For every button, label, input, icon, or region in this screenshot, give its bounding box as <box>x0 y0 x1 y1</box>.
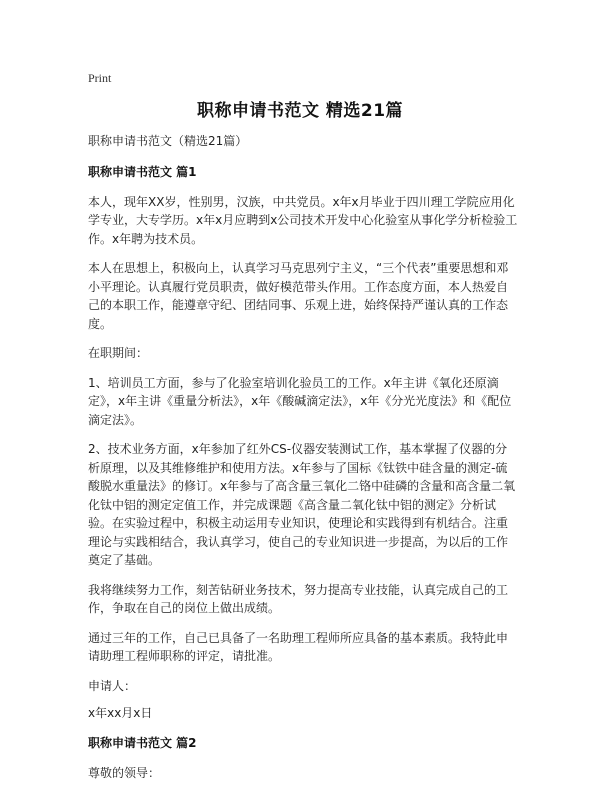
paragraph-technical: 2、技术业务方面，x年参加了红外CS-仪器安装测试工作，基本掌握了仪器的分析原理，以及其维修维护和使用方法。x年参与了国标《钛铁中硅含量的测定-硫酸脱水重量法》的修订。x年参与了高含量三氧化二铬中硅磷的含量和高含量二氧化钛中铝的测定定值工作，并完成课题《高含量二氧化钛中铝的测定》分析试验。在实验过程中，积极主动运用专业知识，使理论和实践得到有机结合。注重理论与实践相结合，我认真学习，使自己的专业知识进一步提高，为以后的工作奠定了基础。 <box>88 442 516 567</box>
section-heading-1: 职称申请书范文 篇1 <box>88 164 197 179</box>
applicant-label: 申请人： <box>88 678 137 693</box>
print-link[interactable]: Print <box>88 71 112 85</box>
paragraph-ideology: 本人在思想上，积极向上，认真学习马克思列宁主义，“三个代表”重要思想和邓小平理论。认真履行党员职责，做好模范带头作用。工作态度方面，本人热爱自己的本职工作，能遵章守纪、团结同事、乐观上进，始终保持严谨认真的工作态度。 <box>88 261 509 331</box>
paragraph-intro: 本人，现年XX岁，性别男，汉族，中共党员。x年x月毕业于四川理工学院应用化学专业，大专学历。x年x月应聘到x公司技术开发中心化验室从事化学分析检验工作。x年聘为技术员。 <box>88 194 518 246</box>
section-heading-2: 职称申请书范文 篇2 <box>88 735 197 750</box>
document-subtitle: 职称申请书范文（精选21篇） <box>88 134 248 148</box>
document-title: 职称申请书范文 精选21篇 <box>196 101 404 121</box>
application-date: x年xx月x日 <box>88 706 153 720</box>
document-body <box>88 132 518 793</box>
paragraph-training: 1、培训员工方面，参与了化验室培训化验员工的工作。x年主讲《氧化还原滴定》，x年主讲《重量分析法》，x年《酸碱滴定法》，x年《分光光度法》和《配位滴定法》。 <box>88 375 512 427</box>
paragraph-commitment: 我将继续努力工作，刻苦钻研业务技术，努力提高专业技能，认真完成自己的工作，争取在自己的岗位上做出成绩。 <box>88 582 509 615</box>
paragraph-tenure: 在职期间： <box>88 346 149 360</box>
paragraph-salutation: 尊敬的领导： <box>88 765 161 780</box>
paragraph-request: 通过三年的工作，自己已具备了一名助理工程师所应具备的基本素质。我特此申请助理工程师职称的评定，请批准。 <box>88 630 509 663</box>
